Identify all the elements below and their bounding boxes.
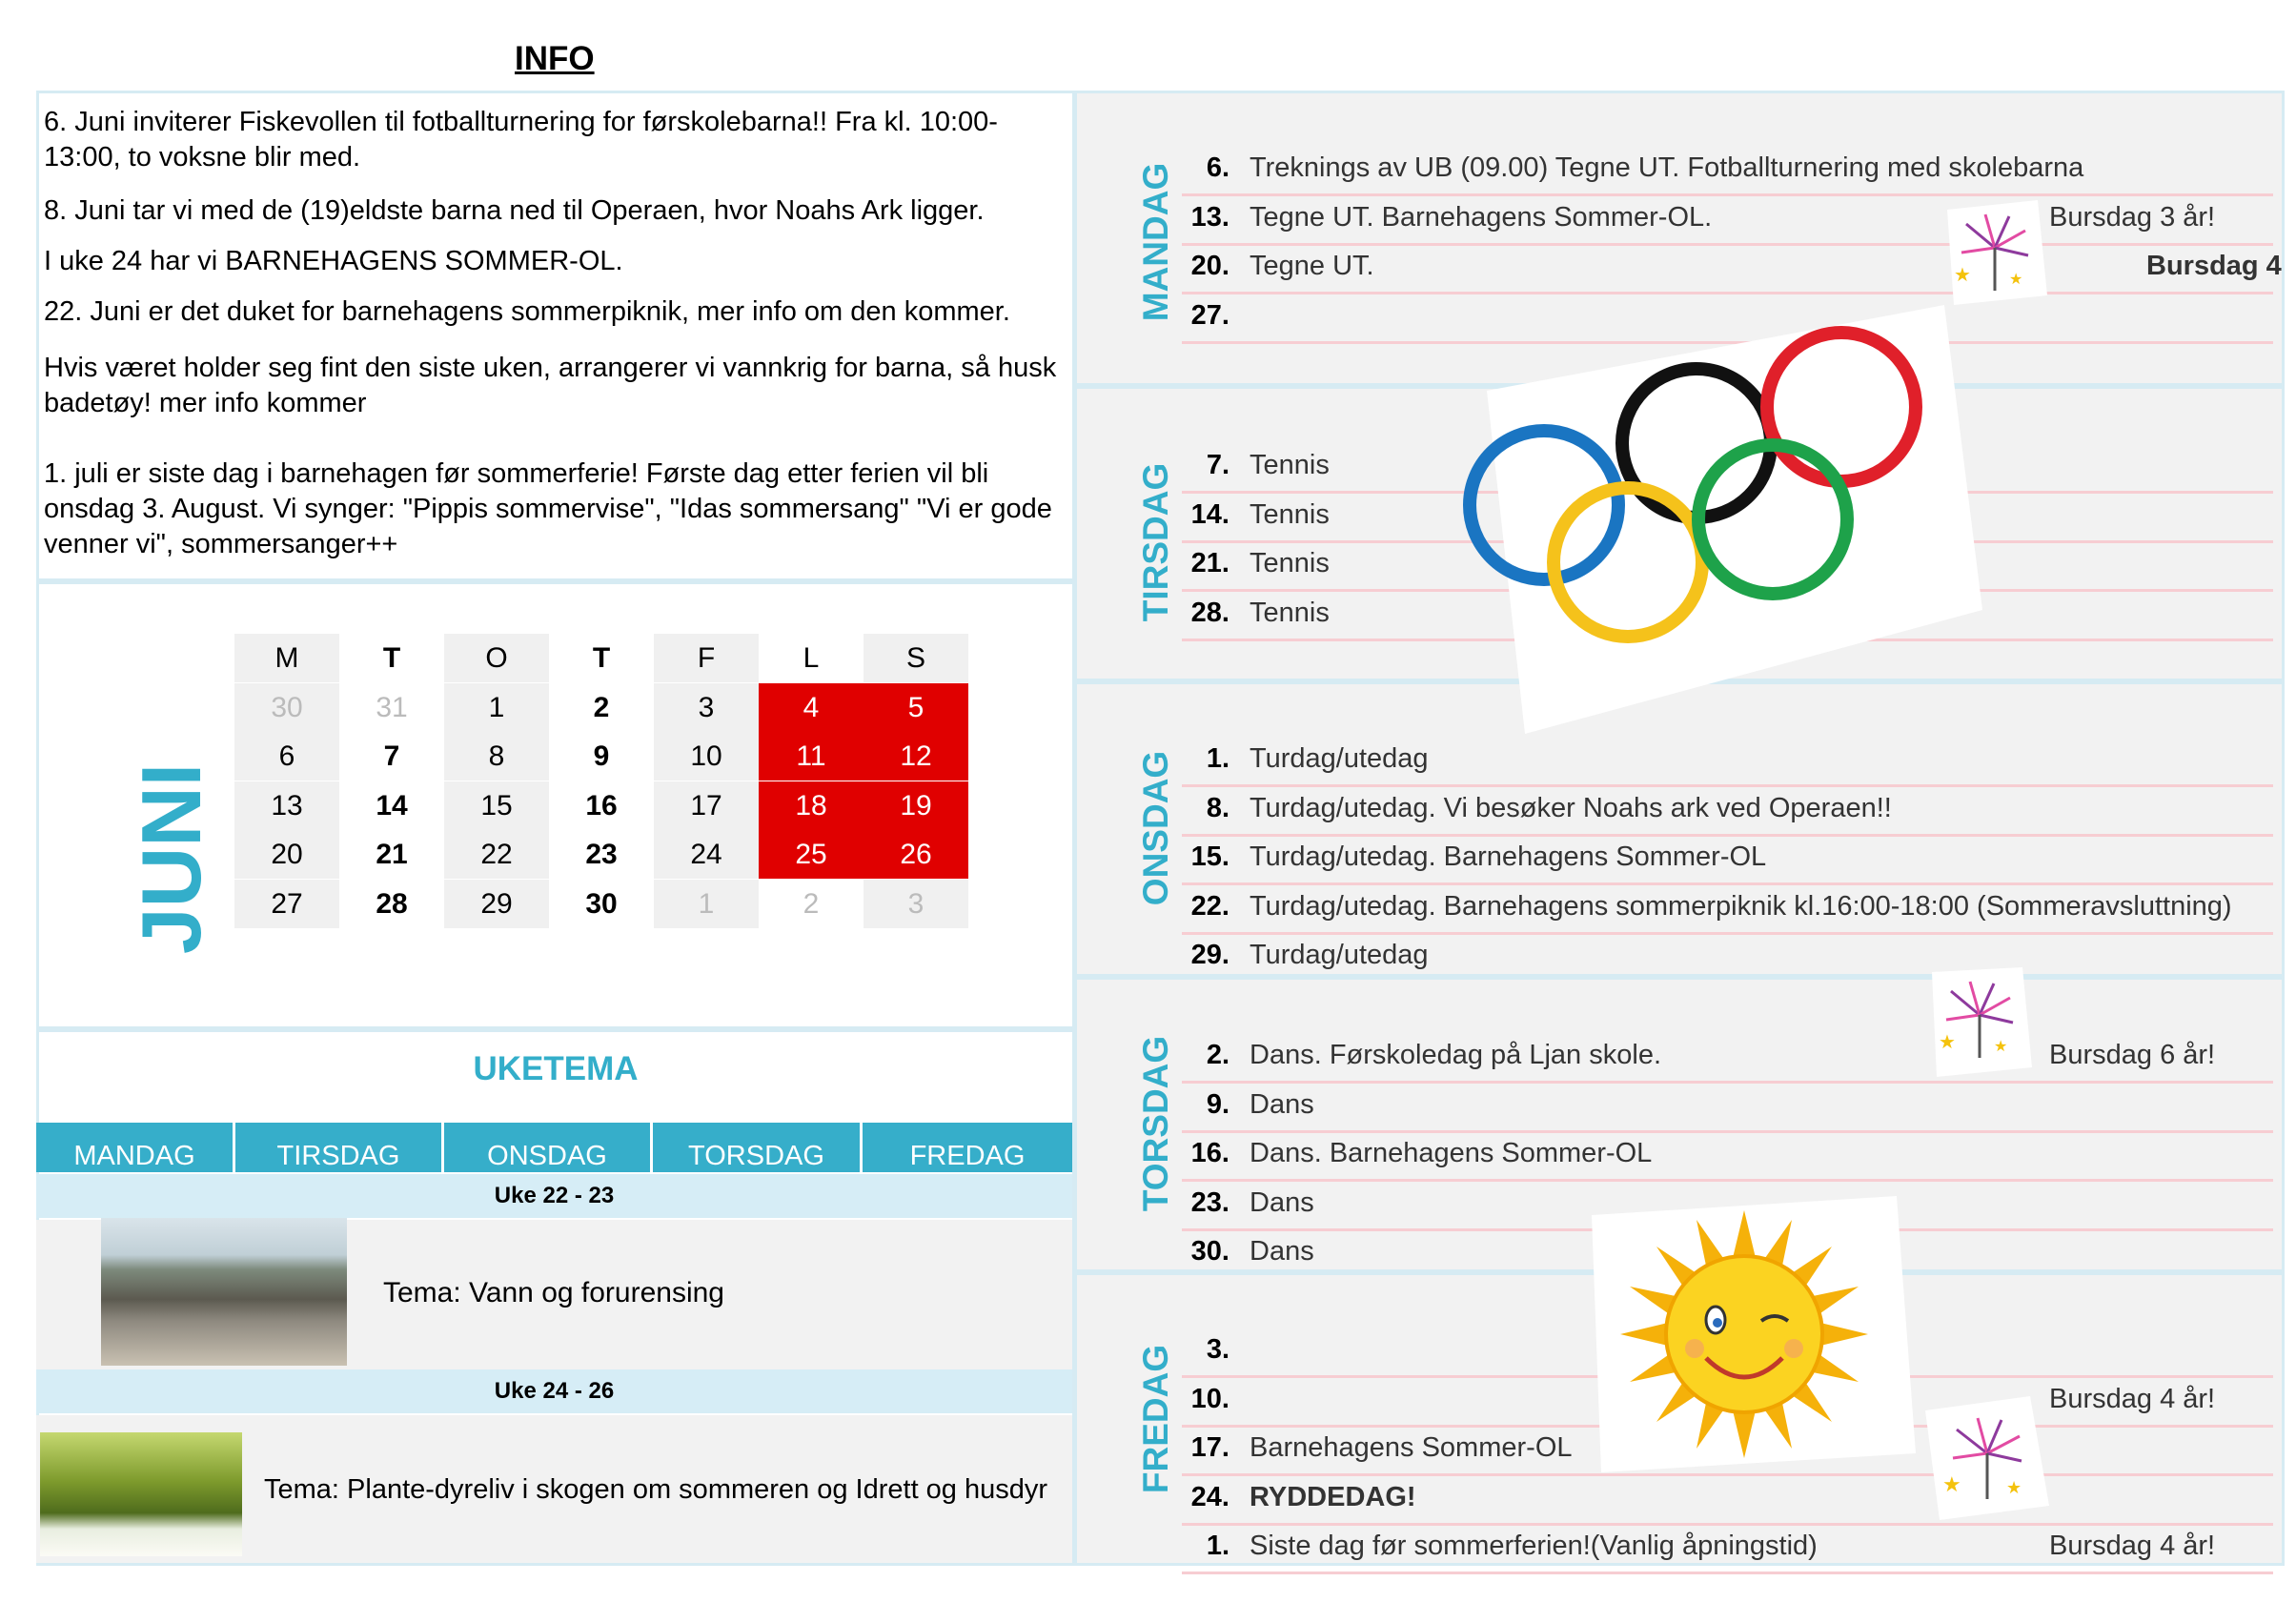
calendar-day: 8 bbox=[444, 732, 549, 781]
calendar-header: M bbox=[234, 634, 339, 682]
calendar-header: S bbox=[864, 634, 968, 682]
fireworks-icon bbox=[1927, 967, 2032, 1077]
event-text: Barnehagens Sommer-OL bbox=[1250, 1432, 1573, 1463]
date-number: 2. bbox=[1206, 1040, 1229, 1070]
event-text: Tennis bbox=[1250, 598, 1330, 628]
calendar-day: 17 bbox=[654, 781, 759, 830]
weekday-header: ONSDAG bbox=[444, 1123, 653, 1172]
weekday-header: MANDAG bbox=[36, 1123, 235, 1172]
calendar-day: 26 bbox=[864, 830, 968, 879]
calendar-day: 3 bbox=[864, 880, 968, 928]
ruled-line bbox=[1182, 1130, 2273, 1133]
birthday-note: Bursdag 4 bbox=[2146, 251, 2282, 281]
calendar-day: 4 bbox=[759, 683, 864, 732]
date-number: 3. bbox=[1206, 1334, 1229, 1365]
calendar-day: 20 bbox=[234, 830, 339, 879]
info-paragraph: 1. juli er siste dag i barnehagen før sommerferie! Første dag etter ferien vil bli onsdag 3. August. Vi synger: "Pippis sommervise", "Idas sommersang" "Vi er gode venner vi", sommersanger++ bbox=[44, 458, 1052, 559]
event-text: Dans bbox=[1250, 1187, 1314, 1218]
day-label: FREDAG bbox=[1136, 1344, 1175, 1494]
day-label: ONSDAG bbox=[1136, 750, 1175, 906]
calendar-header: O bbox=[444, 634, 549, 682]
svg-text:★: ★ bbox=[2006, 1478, 2022, 1497]
calendar-day: 24 bbox=[654, 830, 759, 879]
info-paragraph: I uke 24 har vi BARNEHAGENS SOMMER-OL. bbox=[44, 246, 623, 276]
birthday-note: Bursdag 3 år! bbox=[2049, 202, 2216, 233]
calendar-day: 9 bbox=[549, 732, 654, 781]
birthday-note: Bursdag 6 år! bbox=[2049, 1040, 2216, 1070]
weekday-header: FREDAG bbox=[909, 1141, 1026, 1171]
event-text: Turdag/utedag. Barnehagens sommerpiknik kl.16:00-18:00 (Sommeravsluttning) bbox=[1250, 891, 2232, 922]
date-number: 10. bbox=[1190, 1384, 1229, 1414]
beach-photo bbox=[101, 1218, 347, 1366]
date-number: 7. bbox=[1206, 450, 1229, 480]
svg-text:★: ★ bbox=[1939, 1032, 1956, 1053]
calendar-header: T bbox=[339, 634, 444, 682]
event-text: Turdag/utedag. Barnehagens Sommer-OL bbox=[1250, 842, 1767, 872]
calendar-day: 1 bbox=[654, 880, 759, 928]
week-theme: Tema: Plante-dyreliv i skogen om sommeren og Idrett og husdyr bbox=[264, 1474, 1048, 1505]
ruled-line bbox=[1182, 1081, 2273, 1084]
calendar-day: 28 bbox=[339, 880, 444, 928]
date-number: 16. bbox=[1190, 1138, 1229, 1168]
ruled-line bbox=[1182, 193, 2273, 196]
date-number: 1. bbox=[1206, 743, 1229, 774]
date-number: 23. bbox=[1190, 1187, 1229, 1218]
fireworks-icon bbox=[1925, 1396, 2049, 1520]
weekday-header-bar bbox=[36, 1123, 1072, 1172]
calendar-day: 19 bbox=[864, 781, 968, 830]
birthday-note: Bursdag 4 år! bbox=[2049, 1384, 2216, 1414]
calendar-day: 11 bbox=[759, 732, 864, 781]
ruled-line bbox=[1182, 1179, 2273, 1182]
info-paragraph: 6. Juni inviterer Fiskevollen til fotballturnering for førskolebarna!! Fra kl. 10:00-13:00, to voksne blir med. bbox=[44, 107, 998, 172]
fireworks-icon bbox=[1942, 200, 2047, 305]
date-number: 28. bbox=[1190, 598, 1229, 628]
date-number: 20. bbox=[1190, 251, 1229, 281]
week-label: Uke 22 - 23 bbox=[36, 1174, 1072, 1218]
calendar-day: 29 bbox=[444, 880, 549, 928]
calendar-day: 15 bbox=[444, 781, 549, 830]
date-number: 30. bbox=[1190, 1236, 1229, 1267]
week-label: Uke 24 - 26 bbox=[36, 1369, 1072, 1413]
date-number: 9. bbox=[1206, 1089, 1229, 1120]
date-number: 15. bbox=[1190, 842, 1229, 872]
date-number: 14. bbox=[1190, 499, 1229, 530]
svg-text:★: ★ bbox=[1954, 265, 1971, 286]
date-number: 1. bbox=[1206, 1531, 1229, 1561]
birthday-note: Bursdag 4 år! bbox=[2049, 1531, 2216, 1561]
week-theme: Tema: Vann og forurensing bbox=[383, 1277, 724, 1308]
calendar-header: T bbox=[549, 634, 654, 682]
calendar-day: 21 bbox=[339, 830, 444, 879]
ruled-line bbox=[1182, 932, 2273, 935]
calendar-day: 16 bbox=[549, 781, 654, 830]
event-text: Turdag/utedag. Vi besøker Noahs ark ved Operaen!! bbox=[1250, 793, 1892, 823]
ruled-line bbox=[1182, 1572, 2273, 1574]
event-text: Siste dag før sommerferien!(Vanlig åpningstid) bbox=[1250, 1531, 1818, 1561]
calendar-day: 14 bbox=[339, 781, 444, 830]
event-text: Dans bbox=[1250, 1236, 1314, 1267]
calendar-day: 27 bbox=[234, 880, 339, 928]
calendar-day: 7 bbox=[339, 732, 444, 781]
date-number: 6. bbox=[1206, 152, 1229, 183]
event-text: Turdag/utedag bbox=[1250, 940, 1429, 970]
event-text: Tennis bbox=[1250, 450, 1330, 480]
date-number: 24. bbox=[1190, 1482, 1229, 1512]
day-label: TORSDAG bbox=[1136, 1035, 1175, 1212]
calendar-day: 25 bbox=[759, 830, 864, 879]
calendar-day: 2 bbox=[759, 880, 864, 928]
date-number: 8. bbox=[1206, 793, 1229, 823]
event-text: Tegne UT. Barnehagens Sommer-OL. bbox=[1250, 202, 1713, 233]
date-number: 27. bbox=[1190, 300, 1229, 331]
event-text: Dans. Førskoledag på Ljan skole. bbox=[1250, 1040, 1661, 1070]
calendar-day: 6 bbox=[234, 732, 339, 781]
event-text: Dans. Barnehagens Sommer-OL bbox=[1250, 1138, 1653, 1168]
event-text: Dans bbox=[1250, 1089, 1314, 1120]
ruled-line bbox=[1182, 784, 2273, 787]
calendar-day: 23 bbox=[549, 830, 654, 879]
info-title: INFO bbox=[515, 40, 595, 77]
event-text: Treknings av UB (09.00) Tegne UT. Fotballturnering med skolebarna bbox=[1250, 152, 2084, 183]
event-text: Tegne UT. bbox=[1250, 251, 1374, 281]
calendar-day: 30 bbox=[234, 683, 339, 732]
olympic-rings bbox=[1449, 286, 1982, 743]
event-text: Tennis bbox=[1250, 548, 1330, 578]
weekday-header: TORSDAG bbox=[653, 1123, 863, 1172]
ruled-line bbox=[1182, 834, 2273, 837]
calendar-day: 31 bbox=[339, 683, 444, 732]
ruled-line bbox=[1182, 1523, 2273, 1526]
calendar-day: 30 bbox=[549, 880, 654, 928]
calendar-day: 10 bbox=[654, 732, 759, 781]
date-number: 22. bbox=[1190, 891, 1229, 922]
event-text: RYDDEDAG! bbox=[1250, 1482, 1416, 1512]
calendar-day: 22 bbox=[444, 830, 549, 879]
info-paragraph: Hvis været holder seg fint den siste uken, arrangerer vi vannkrig for barna, så husk badetøy! mer info kommer bbox=[44, 353, 1057, 418]
ruled-line bbox=[1182, 243, 2273, 246]
date-number: 17. bbox=[1190, 1432, 1229, 1463]
day-label: TIRSDAG bbox=[1136, 462, 1175, 622]
calendar-day: 3 bbox=[654, 683, 759, 732]
info-paragraph: 22. Juni er det duket for barnehagens sommerpiknik, mer info om den kommer. bbox=[44, 296, 1010, 327]
calendar-day: 2 bbox=[549, 683, 654, 732]
uketema-title: UKETEMA bbox=[473, 1050, 639, 1087]
svg-text:★: ★ bbox=[1994, 1039, 2008, 1055]
calendar-day: 13 bbox=[234, 781, 339, 830]
event-text: Tennis bbox=[1250, 499, 1330, 530]
info-paragraph: 8. Juni tar vi med de (19)eldste barna ned til Operaen, hvor Noahs Ark ligger. bbox=[44, 195, 985, 226]
month-label: JUNI bbox=[124, 762, 218, 955]
date-number: 13. bbox=[1190, 202, 1229, 233]
calendar-header: L bbox=[759, 634, 864, 682]
ruled-line bbox=[1182, 882, 2273, 885]
svg-text:★: ★ bbox=[1942, 1472, 1961, 1496]
date-number: 29. bbox=[1190, 940, 1229, 970]
calendar-header: F bbox=[654, 634, 759, 682]
ruled-line bbox=[1182, 1473, 2273, 1476]
calendar-day: 5 bbox=[864, 683, 968, 732]
calendar-day: 18 bbox=[759, 781, 864, 830]
day-label: MANDAG bbox=[1136, 162, 1175, 322]
svg-text:★: ★ bbox=[2009, 272, 2023, 288]
calendar-day: 1 bbox=[444, 683, 549, 732]
calendar-day: 12 bbox=[864, 732, 968, 781]
weekday-header: TIRSDAG bbox=[235, 1123, 444, 1172]
forest-photo bbox=[40, 1432, 242, 1556]
event-text: Turdag/utedag bbox=[1250, 743, 1429, 774]
date-number: 21. bbox=[1190, 548, 1229, 578]
sun bbox=[1563, 1196, 1916, 1472]
